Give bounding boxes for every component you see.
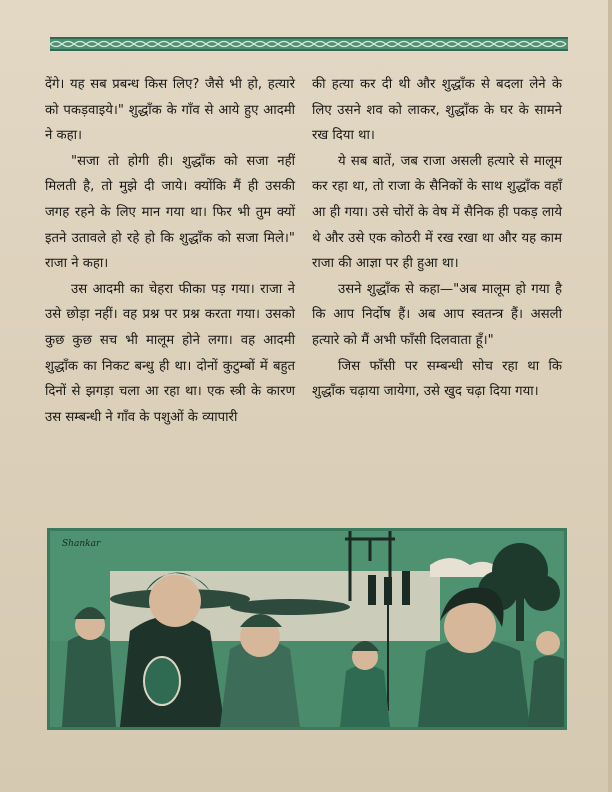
right-text-column (312, 72, 562, 405)
artist-signature: Shankar (62, 539, 101, 549)
page-edge (608, 0, 612, 792)
paragraph: की हत्या कर दी थी और शुद्धाँक से बदला लेने के लिए उसने शव को लाकर, शुद्धाँक के घर के सामने रख दिया था। (312, 77, 562, 144)
story-illustration (47, 528, 567, 730)
paragraph: उसने शुद्धाँक से कहा—"अब मालूम हो गया है कि आप निर्दोष हैं। अब आप स्वतन्त्र हैं। असली हत्यारे को मैं अभी फाँसी दिलवाता हूँ।" (312, 281, 562, 348)
left-text-column (45, 72, 295, 430)
paragraph: ये सब बातें, जब राजा असली हत्यारे से मालूम कर रहा था, तो राजा के सैनिकों के साथ शुद्धाँक वहाँ आ ही गया। उसे चोरों के वेष में सैनिक ही पकड़ लाये थे और उसे एक कोठरी में रख रखा था और यह काम राजा की आज्ञा पर ही हुआ था। (312, 153, 562, 272)
paragraph: "सजा तो होगी ही। शुद्धाँक को सजा नहीं मिलती है, तो मुझे दी जाये। क्योंकि मैं ही उसकी जगह रहने के लिए मान गया था। फिर भी तुम क्यों इतने उतावले हो रहे हो कि शुद्धाँक को सजा मिले।" राजा ने कहा। (45, 153, 295, 272)
paragraph: देंगे। यह सब प्रबन्ध किस लिए? जैसे भी हो, हत्यारे को पकड़वाइये।" शुद्धाँक के गाँव से आये हुए आदमी ने कहा। (45, 77, 295, 144)
decorative-border (50, 37, 568, 51)
border-pattern-icon (50, 39, 568, 49)
court-scene-illustration (50, 531, 564, 727)
paragraph: उस आदमी का चेहरा फीका पड़ गया। राजा ने उसे छोड़ा नहीं। वह प्रश्न पर प्रश्न करता गया। उसको कुछ कुछ सच भी मालूम होने लगा। वह आदमी शुद्धाँक का निकट बन्धु ही था। दोनों कुटुम्बों में बहुत दिनों से झगड़ा चला आ रहा था। एक स्त्री के कारण उस सम्बन्धी ने गाँव के पशुओं के व्यापारी (45, 281, 295, 425)
paragraph: जिस फाँसी पर सम्बन्धी सोच रहा था कि शुद्धाँक चढ़ाया जायेगा, उसे खुद चढ़ा दिया गया। (312, 358, 562, 400)
